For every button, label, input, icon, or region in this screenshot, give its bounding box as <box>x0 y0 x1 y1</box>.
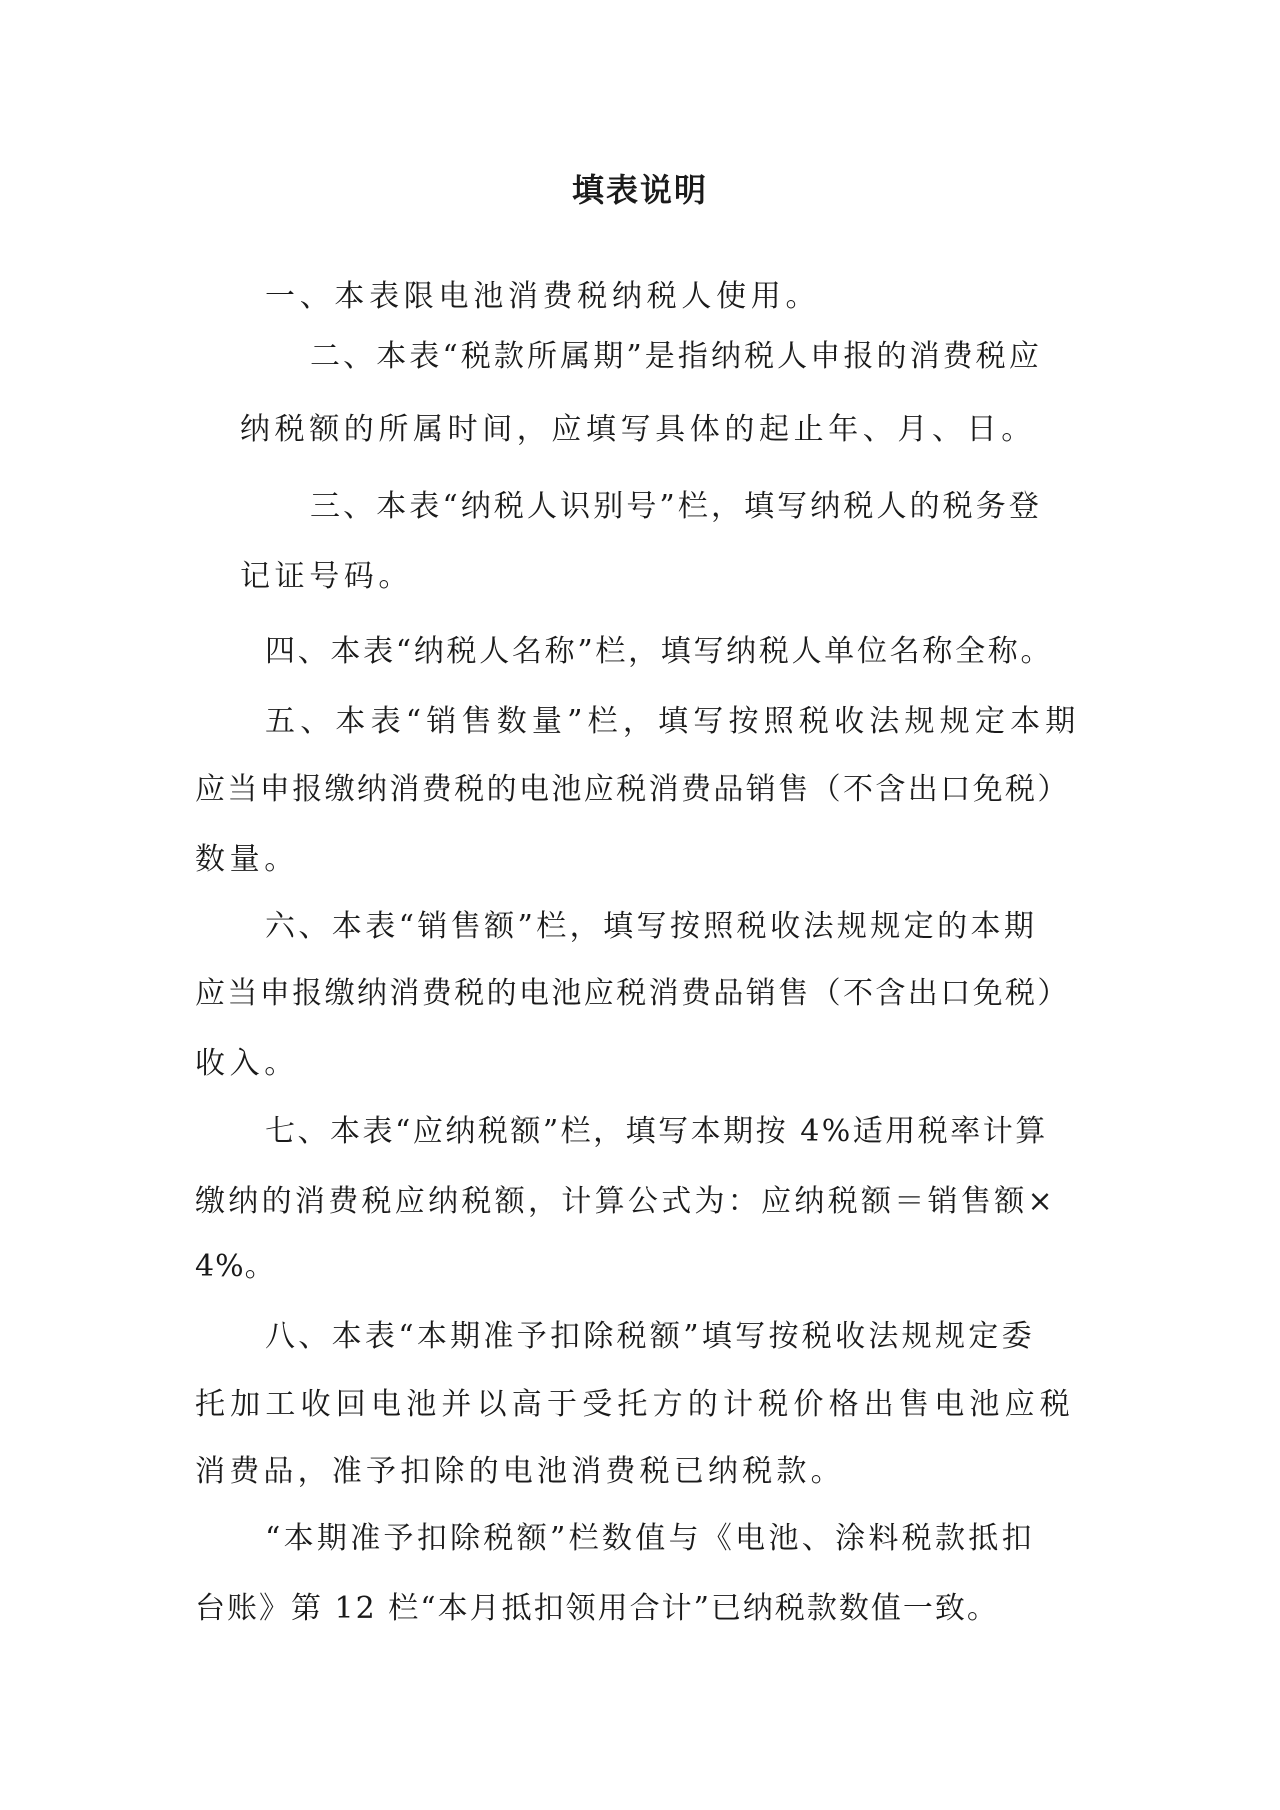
instruction-7-line-1: 七、本表“应纳税额”栏，填写本期按 4%适用税率计算 <box>265 1114 1048 1149</box>
instruction-2-line-2: 纳税额的所属时间，应填写具体的起止年、月、日。 <box>240 412 1036 447</box>
instruction-8-line-1: 八、本表“本期准予扣除税额”填写按税收法规规定委 <box>265 1319 1035 1354</box>
instruction-1-line-1: 一、本表限电池消费税纳税人使用。 <box>265 279 821 314</box>
document-title: 填表说明 <box>571 171 708 209</box>
instruction-5-line-1: 五、本表“销售数量”栏，填写按照税收法规规定本期 <box>265 704 1081 739</box>
instruction-6-line-1: 六、本表“销售额”栏，填写按照税收法规规定的本期 <box>265 909 1038 944</box>
instruction-8-note-line-1: “本期准予扣除税额”栏数值与《电池、涂料税款抵扣 <box>265 1521 1035 1556</box>
instruction-5-line-3: 数量。 <box>195 842 299 877</box>
instruction-5-line-2: 应当申报缴纳消费税的电池应税消费品销售（不含出口免税） <box>195 772 1070 807</box>
instruction-6-line-2: 应当申报缴纳消费税的电池应税消费品销售（不含出口免税） <box>195 976 1070 1011</box>
instruction-2-line-1: 二、本表“税款所属期”是指纳税人申报的消费税应 <box>310 339 1042 374</box>
instruction-4-line-1: 四、本表“纳税人名称”栏，填写纳税人单位名称全称。 <box>265 634 1054 669</box>
instruction-3-line-2: 记证号码。 <box>240 559 413 594</box>
instruction-3-line-1: 三、本表“纳税人识别号”栏，填写纳税人的税务登 <box>310 489 1042 524</box>
instruction-8-line-3: 消费品，准予扣除的电池消费税已纳税款。 <box>195 1454 845 1489</box>
instruction-7-line-3: 4%。 <box>195 1249 276 1284</box>
instruction-8-note-line-2: 台账》第 12 栏“本月抵扣领用合计”已纳税款数值一致。 <box>195 1591 999 1626</box>
instruction-8-line-2: 托加工收回电池并以高于受托方的计税价格出售电池应税 <box>195 1387 1075 1422</box>
instruction-7-line-2: 缴纳的消费税应纳税额，计算公式为：应纳税额＝销售额× <box>195 1184 1056 1219</box>
instruction-6-line-3: 收入。 <box>195 1046 299 1081</box>
